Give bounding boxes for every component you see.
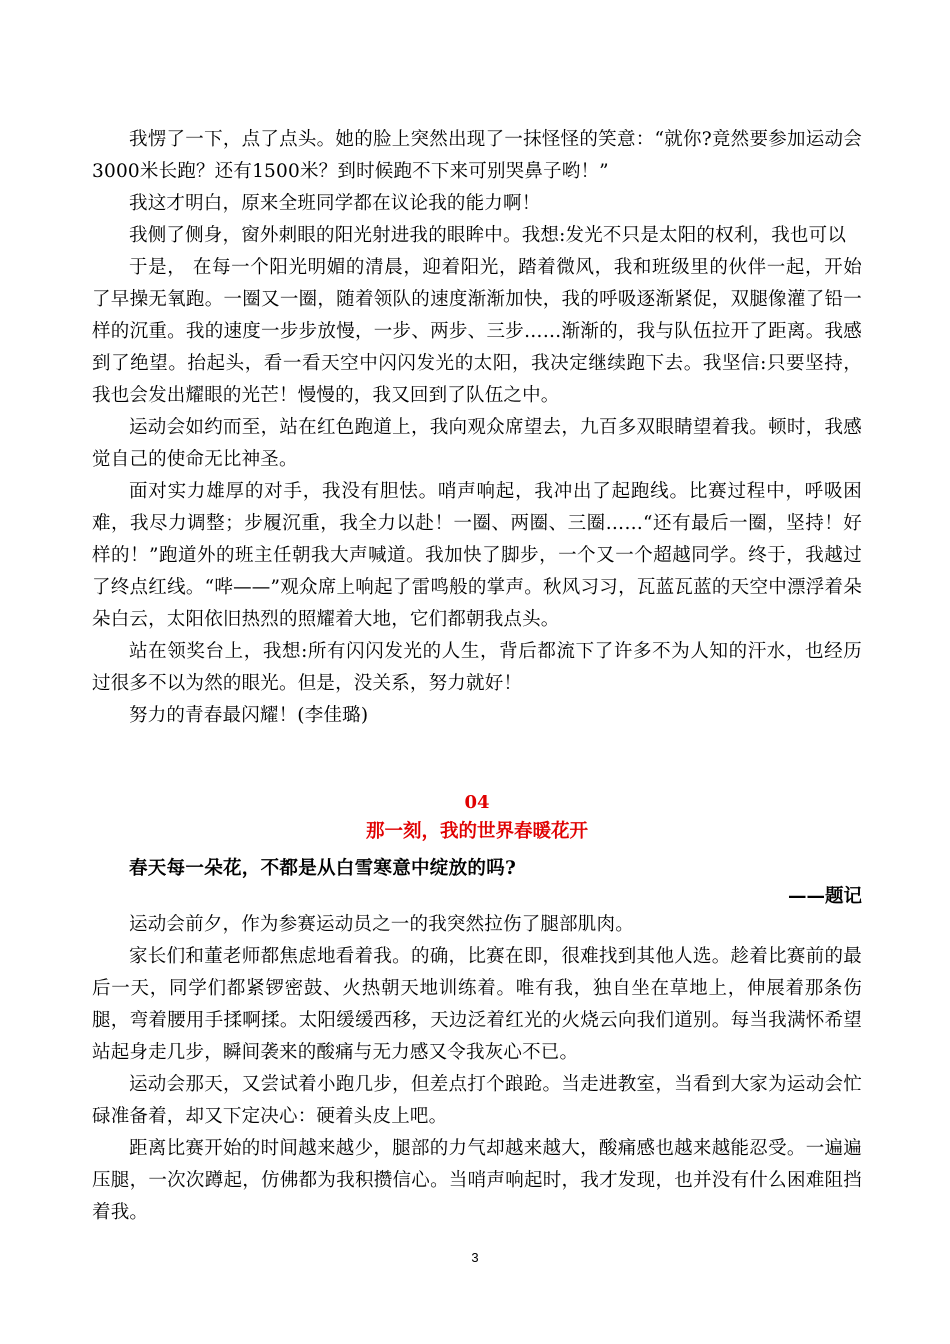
- paragraph: 家长们和董老师都焦虑地看着我。的确，比赛在即，很难找到其他人选。趁着比赛前的最后一天，同学们都紧锣密鼓、火热朝天地训练着。唯有我，独自坐在草地上，伸展着那条伤腿，弯着腰用手揉啊揉。太阳缓缓西移，天边泛着红光的火烧云向我们道别。每当我满怀希望站起身走几步，瞬间袭来的酸痛与无力感又令我灰心不已。: [92, 946, 862, 1063]
- paragraph: 我侧了侧身，窗外刺眼的阳光射进我的眼眸中。我想:发光不只是太阳的权利，我也可以: [129, 225, 847, 246]
- story-04: [92, 909, 862, 1229]
- paragraph: 运动会如约而至，站在红色跑道上，我向观众席望去，九百多双眼睛望着我。顿时，我感觉自己的使命无比神圣。: [92, 417, 862, 470]
- paragraph: 努力的青春最闪耀！(李佳璐): [129, 705, 369, 726]
- section-title: 那一刻，我的世界春暖花开: [365, 821, 588, 842]
- section-number: 04: [464, 792, 490, 813]
- paragraph: 站在领奖台上，我想:所有闪闪发光的人生，背后都流下了许多不为人知的汗水，也经历过很多不以为然的眼光。但是，没关系，努力就好！: [92, 641, 862, 694]
- paragraph: 我愣了一下，点了点头。她的脸上突然出现了一抹怪怪的笑意：“就你?竟然要参加运动会3000米长跑？还有1500米？到时候跑不下来可别哭鼻子哟！”: [92, 129, 862, 182]
- epigraph-signature: ——题记: [787, 886, 862, 907]
- paragraph: 距离比赛开始的时间越来越少，腿部的力气却越来越大，酸痛感也越来越能忍受。一遍遍压腿，一次次蹲起，仿佛都为我积攒信心。当哨声响起时，我才发现，也并没有什么困难阻挡着我。: [92, 1138, 862, 1223]
- story-continuation: [92, 124, 862, 732]
- paragraph: 运动会那天，又尝试着小跑几步，但差点打个踉跄。当走进教室，当看到大家为运动会忙碌准备着，却又下定决心：硬着头皮上吧。: [92, 1074, 862, 1127]
- paragraph: 面对实力雄厚的对手，我没有胆怯。哨声响起，我冲出了起跑线。比赛过程中，呼吸困难，我尽力调整；步履沉重，我全力以赴！一圈、两圈、三圈……“还有最后一圈，坚持！好样的！”跑道外的班主任朝我大声喊道。我加快了脚步，一个又一个超越同学。终于，我越过了终点红线。“哔——”观众席上响起了雷鸣般的掌声。秋风习习，瓦蓝瓦蓝的天空中漂浮着朵朵白云，太阳依旧热烈的照耀着大地，它们都朝我点头。: [92, 481, 862, 630]
- epigraph: 春天每一朵花，不都是从白雪寒意中绽放的吗?: [129, 858, 517, 879]
- paragraph: 于是， 在每一个阳光明媚的清晨，迎着阳光，踏着微风，我和班级里的伙伴一起，开始了早操无氧跑。一圈又一圈，随着领队的速度渐渐加快，我的呼吸逐渐紧促，双腿像灌了铅一样的沉重。我的速度一步步放慢，一步、两步、三步……渐渐的，我与队伍拉开了距离。我感到了绝望。抬起头，看一看天空中闪闪发光的太阳，我决定继续跑下去。我坚信:只要坚持，我也会发出耀眼的光芒！慢慢的，我又回到了队伍之中。: [92, 257, 862, 406]
- paragraph: 运动会前夕，作为参赛运动员之一的我突然拉伤了腿部肌肉。: [129, 914, 634, 935]
- paragraph: 我这才明白，原来全班同学都在议论我的能力啊！: [129, 193, 541, 214]
- page-number: 3: [471, 1250, 479, 1265]
